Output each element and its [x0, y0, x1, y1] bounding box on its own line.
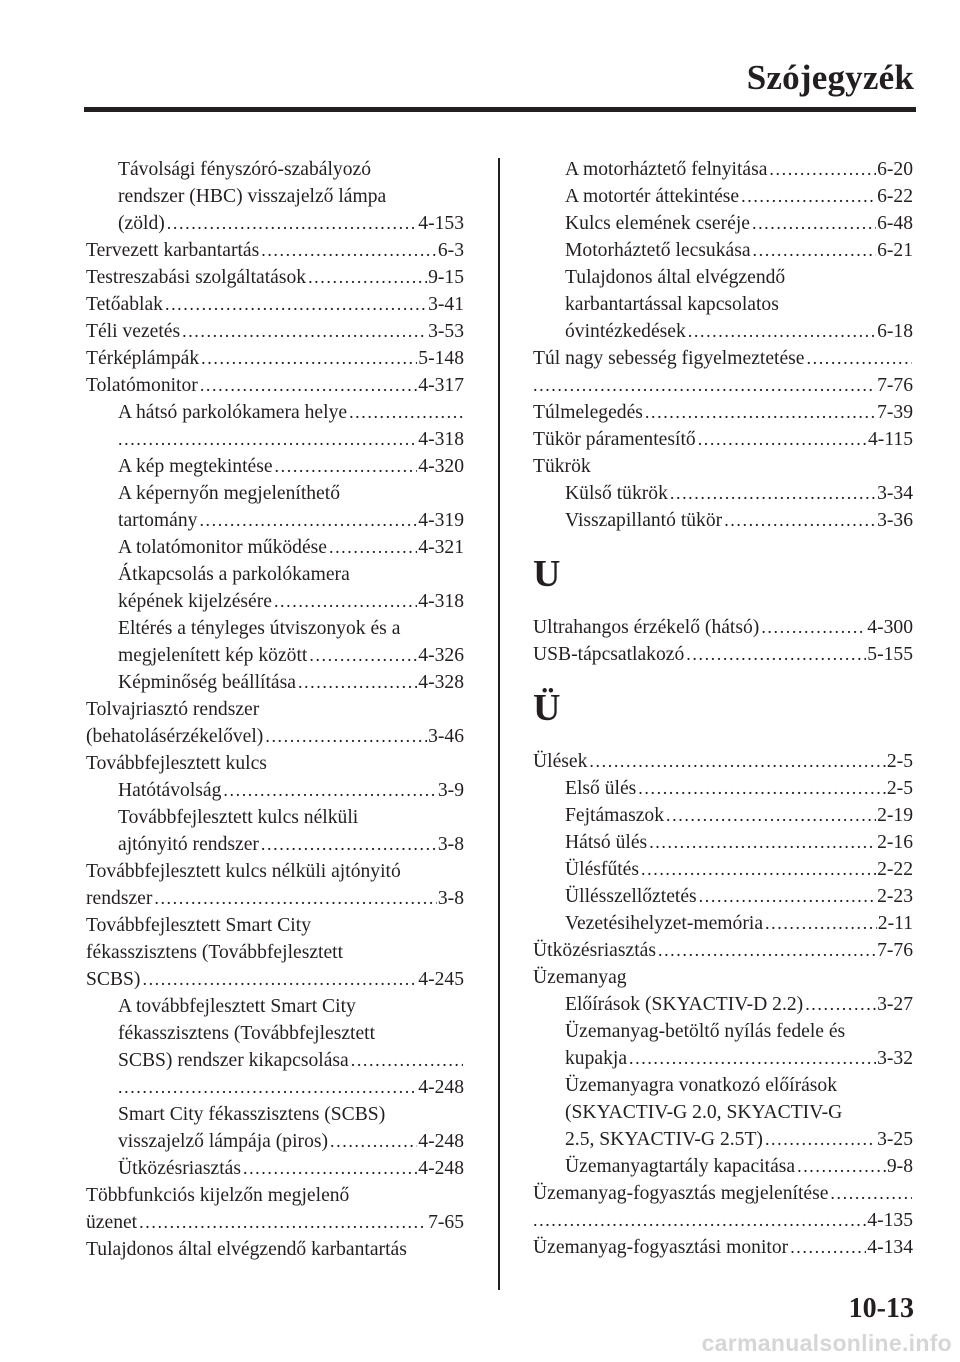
index-subentry [533, 210, 913, 237]
index-entry [86, 696, 464, 723]
dot-leader [330, 1128, 417, 1155]
dot-leader [688, 318, 876, 345]
index-entry [533, 1234, 913, 1261]
entry-text: Üzemanyagra vonatkozó előírások [565, 1075, 838, 1096]
index-entry [533, 453, 913, 480]
page-reference: 4-318 [418, 591, 464, 612]
entry-text: Tükör páramentesítő [533, 429, 696, 450]
entry-text: USB-tápcsatlakozó [533, 644, 685, 665]
entry-text: Ütközésriasztás [533, 940, 656, 961]
dot-leader [200, 372, 417, 399]
entry-text: Tetőablak [86, 294, 163, 315]
index-subentry [86, 210, 464, 237]
section-letter: U [533, 553, 561, 595]
dot-leader [765, 1126, 876, 1153]
index-entry [86, 1236, 464, 1263]
dot-leader [638, 775, 886, 802]
entry-text: Üzemanyagtartály kapacitása [565, 1156, 796, 1177]
page-reference: 7-39 [877, 402, 913, 423]
entry-text: Téli vezetés [86, 321, 181, 342]
page-reference: 2-11 [877, 913, 913, 934]
index-subentry [86, 669, 464, 696]
index-entry [86, 1209, 464, 1236]
index-entry [86, 264, 464, 291]
entry-text: A motortér áttekintése [565, 186, 740, 207]
page-reference: 4-248 [418, 1077, 464, 1098]
index-entry [533, 426, 913, 453]
page-reference: 7-76 [877, 375, 913, 396]
page-reference: 4-319 [418, 510, 464, 531]
page-reference: 3-32 [877, 1048, 913, 1069]
index-subentry [533, 1153, 913, 1180]
page-reference: 6-48 [877, 213, 913, 234]
page-reference: 6-21 [877, 240, 913, 261]
dot-leader [805, 991, 876, 1018]
entry-text: Hátsó ülés [565, 832, 648, 853]
page-reference: 3-25 [877, 1129, 913, 1150]
dot-leader [741, 183, 876, 210]
entry-text: Túl nagy sebesség figyelmeztetése [533, 348, 805, 369]
index-subentry [86, 777, 464, 804]
page-reference: 4-317 [418, 375, 464, 396]
entry-text: Üzemanyag-fogyasztási monitor [533, 1237, 789, 1258]
index-subentry [533, 1099, 913, 1126]
page-reference: 4-135 [867, 1210, 913, 1231]
column-divider [498, 158, 500, 1290]
page-reference: 4-153 [418, 213, 464, 234]
index-subentry [86, 642, 464, 669]
index-subentry [533, 991, 913, 1018]
entry-text: Többfunkciós kijelzőn megjelenő [86, 1185, 350, 1206]
page-reference: 7-65 [428, 1212, 464, 1233]
index-subentry [86, 399, 464, 426]
page-reference: 2-16 [877, 832, 913, 853]
page-reference: 4-115 [868, 429, 913, 450]
entry-text: Tolatómonitor [86, 375, 198, 396]
index-subentry [533, 802, 913, 829]
dot-leader [298, 669, 417, 696]
entry-text: visszajelző lámpája (piros) [118, 1131, 329, 1152]
page-reference: 2-23 [877, 886, 913, 907]
index-subentry [86, 1155, 464, 1182]
index-subentry [86, 1047, 464, 1074]
index-entry [533, 345, 913, 372]
entry-text: Üzemanyag-fogyasztás megjelenítése [533, 1183, 829, 1204]
dot-leader [167, 210, 417, 237]
page-reference: 2-5 [886, 751, 913, 772]
entry-text: Előírások (SKYACTIV-D 2.2) [565, 994, 804, 1015]
dot-leader [790, 1234, 866, 1261]
entry-text: Tulajdonos által elvégzendő karbantartás [86, 1239, 407, 1260]
dot-leader [139, 1209, 427, 1236]
index-entry [86, 939, 464, 966]
dot-leader [275, 453, 418, 480]
page-reference: 3-36 [877, 510, 913, 531]
dot-leader [649, 829, 876, 856]
index-subentry [86, 426, 464, 453]
entry-text: A továbbfejlesztett Smart City [118, 996, 356, 1017]
entry-text: Továbbfejlesztett Smart City [86, 915, 311, 936]
page-reference: 6-3 [437, 240, 464, 261]
dot-leader [752, 210, 876, 237]
dot-leader [533, 372, 876, 399]
index-subentry [86, 993, 464, 1020]
dot-leader [265, 723, 427, 750]
index-entry [86, 345, 464, 372]
entry-text: 2.5, SKYACTIV-G 2.5T) [565, 1129, 763, 1150]
dot-leader [670, 480, 876, 507]
entry-text: Képminőség beállítása [118, 672, 296, 693]
dot-leader [182, 318, 427, 345]
index-subentry [533, 856, 913, 883]
index-subentry [533, 480, 913, 507]
entry-text: Túlmelegedés [533, 402, 643, 423]
index-subentry [533, 156, 913, 183]
dot-leader [309, 642, 417, 669]
index-subentry [86, 804, 464, 831]
entry-text: rendszer (HBC) visszajelző lámpa [118, 186, 387, 207]
dot-leader [629, 1045, 876, 1072]
entry-text: Üzemanyag [533, 967, 627, 988]
entry-text: Testreszabási szolgáltatások [86, 267, 307, 288]
index-entry [86, 372, 464, 399]
entry-text: ajtónyitó rendszer [118, 834, 259, 855]
entry-text: Smart City fékasszisztens (SCBS) [118, 1104, 386, 1125]
index-subentry [533, 318, 913, 345]
index-subentry [533, 507, 913, 534]
dot-leader [274, 588, 417, 615]
index-entry [86, 291, 464, 318]
dot-leader [666, 802, 876, 829]
dot-leader [243, 1155, 417, 1182]
entry-text: Tolvajriasztó rendszer [86, 699, 260, 720]
page-reference: 4-248 [418, 1131, 464, 1152]
index-subentry [533, 1126, 913, 1153]
dot-leader [699, 883, 876, 910]
dot-leader [308, 264, 427, 291]
entry-text: Ülések [533, 751, 588, 772]
index-subentry [533, 237, 913, 264]
index-subentry [533, 775, 913, 802]
page-reference: 4-321 [418, 537, 464, 558]
page-reference: 4-248 [418, 1158, 464, 1179]
entry-text: rendszer [86, 888, 153, 909]
page-reference: 2-19 [877, 805, 913, 826]
dot-leader [698, 426, 867, 453]
entry-text: fékasszisztens (Továbbfejlesztett [86, 942, 344, 963]
entry-text: Vezetésihelyzet-memória [565, 913, 764, 934]
index-subentry [533, 1072, 913, 1099]
page-reference: 5-148 [418, 348, 464, 369]
entry-text: óvintézkedések [565, 321, 686, 342]
index-subentry [86, 1101, 464, 1128]
dot-leader [765, 910, 877, 937]
entry-text: Üzemanyag-betöltő nyílás fedele és [565, 1021, 846, 1042]
index-subentry [533, 1018, 913, 1045]
page-reference: 9-15 [428, 267, 464, 288]
dot-leader [797, 1153, 886, 1180]
page-reference: 3-8 [437, 888, 464, 909]
dot-leader [261, 237, 437, 264]
index-entry [533, 937, 913, 964]
page-reference: 6-22 [877, 186, 913, 207]
entry-text: Első ülés [565, 778, 637, 799]
page-reference: 9-8 [886, 1156, 913, 1177]
page-reference: 4-134 [867, 1237, 913, 1258]
page-reference: 4-326 [418, 645, 464, 666]
dot-leader [761, 614, 866, 641]
dot-leader [118, 1074, 417, 1101]
dot-leader [658, 937, 876, 964]
index-entry [86, 1182, 464, 1209]
page-reference: 6-20 [877, 159, 913, 180]
entry-text: A képernyőn megjeleníthető [118, 483, 340, 504]
index-subentry [86, 480, 464, 507]
entry-text: Fejtámaszok [565, 805, 665, 826]
index-subentry [86, 183, 464, 210]
page-reference: 4-328 [418, 672, 464, 693]
page-reference: 3-46 [428, 726, 464, 747]
page-reference: 4-300 [867, 617, 913, 638]
entry-text: Átkapcsolás a parkolókamera [118, 564, 350, 585]
index-subentry [86, 831, 464, 858]
page-reference: 3-41 [428, 294, 464, 315]
index-entry [86, 750, 464, 777]
index-column-right [533, 156, 913, 1261]
dot-leader [351, 1047, 463, 1074]
entry-text: Továbbfejlesztett kulcs nélküli ajtónyitó [86, 861, 401, 882]
entry-text: (behatolásérzékelővel) [86, 726, 264, 747]
index-entry [533, 1207, 913, 1234]
dot-leader [830, 1180, 912, 1207]
index-subentry [86, 453, 464, 480]
entry-text: Eltérés a tényleges útviszonyok és a [118, 618, 401, 639]
dot-leader [533, 1207, 866, 1234]
entry-text: Tulajdonos által elvégzendő [565, 267, 786, 288]
index-subentry [533, 291, 913, 318]
dot-leader [154, 885, 437, 912]
index-entry [86, 912, 464, 939]
index-entry [86, 723, 464, 750]
entry-text: Ütközésriasztás [118, 1158, 241, 1179]
entry-text: (zöld) [118, 213, 165, 234]
index-entry [86, 237, 464, 264]
entry-text: SCBS) [86, 969, 141, 990]
entry-text: Kulcs elemének cseréje [565, 213, 750, 234]
dot-leader [769, 156, 876, 183]
entry-text: kupakja [565, 1048, 628, 1069]
entry-text: Ultrahangos érzékelő (hátsó) [533, 617, 760, 638]
index-subentry [86, 507, 464, 534]
index-subentry [533, 829, 913, 856]
index-subentry [86, 588, 464, 615]
index-subentry [86, 1074, 464, 1101]
index-subentry [533, 910, 913, 937]
entry-text: SCBS) rendszer kikapcsolása [118, 1050, 349, 1071]
page-number: 10-13 [848, 1293, 914, 1324]
index-subentry [86, 1128, 464, 1155]
page-reference: 3-9 [437, 780, 464, 801]
index-entry [533, 399, 913, 426]
entry-text: karbantartással kapcsolatos [565, 294, 779, 315]
index-entry [86, 858, 464, 885]
entry-text: Visszapillantó tükör [565, 510, 723, 531]
dot-leader [199, 507, 417, 534]
index-subentry [533, 1045, 913, 1072]
header-rule [84, 107, 916, 112]
entry-text: Motorháztető lecsukása [565, 240, 751, 261]
page-reference: 3-34 [877, 483, 913, 504]
watermark: carmanualsonline.info [701, 1330, 952, 1356]
index-entry [533, 372, 913, 399]
dot-leader [753, 237, 877, 264]
dot-leader [686, 641, 866, 668]
dot-leader [329, 534, 417, 561]
dot-leader [201, 345, 417, 372]
index-entry [533, 748, 913, 775]
index-subentry [86, 561, 464, 588]
index-entry [533, 614, 913, 641]
index-subentry [86, 534, 464, 561]
index-entry [533, 641, 913, 668]
index-entry [86, 966, 464, 993]
index-entry [533, 964, 913, 991]
page-reference: 3-53 [428, 321, 464, 342]
entry-text: Továbbfejlesztett kulcs [86, 753, 267, 774]
entry-text: Hatótávolság [118, 780, 222, 801]
index-subentry [533, 183, 913, 210]
entry-text: tartomány [118, 510, 198, 531]
index-subentry [86, 1020, 464, 1047]
page-reference: 2-22 [877, 859, 913, 880]
page-reference: 4-320 [418, 456, 464, 477]
page-reference: 2-5 [886, 778, 913, 799]
page-reference: 5-155 [867, 644, 913, 665]
dot-leader [223, 777, 436, 804]
entry-text: A kép megtekintése [118, 456, 273, 477]
dot-leader [165, 291, 427, 318]
entry-text: Térképlámpák [86, 348, 200, 369]
page-reference: 3-27 [877, 994, 913, 1015]
dot-leader [641, 856, 876, 883]
page-reference: 4-245 [418, 969, 464, 990]
page-title: Szójegyzék [746, 58, 914, 97]
index-column-left [86, 156, 464, 1263]
entry-text: Üllésszellőztetés [565, 886, 697, 907]
entry-text: A motorháztető felnyitása [565, 159, 768, 180]
section-letter: Ü [533, 687, 561, 729]
index-entry [533, 1180, 913, 1207]
entry-text: (SKYACTIV-G 2.0, SKYACTIV-G [565, 1102, 843, 1123]
index-subentry [86, 156, 464, 183]
entry-text: Továbbfejlesztett kulcs nélküli [118, 807, 359, 828]
dot-leader [807, 345, 913, 372]
entry-text: megjelenített kép között [118, 645, 308, 666]
dot-leader [724, 507, 876, 534]
dot-leader [142, 966, 417, 993]
entry-text: Ülésfűtés [565, 859, 640, 880]
index-subentry [533, 264, 913, 291]
dot-leader [261, 831, 437, 858]
index-entry [86, 318, 464, 345]
page-reference: 4-318 [418, 429, 464, 450]
entry-text: üzenet [86, 1212, 138, 1233]
entry-text: Külső tükrök [565, 483, 668, 504]
entry-text: fékasszisztens (Továbbfejlesztett [118, 1023, 376, 1044]
entry-text: képének kijelzésére [118, 591, 272, 612]
page-reference: 6-18 [877, 321, 913, 342]
entry-text: Távolsági fényszóró-szabályozó [118, 159, 371, 180]
entry-text: A tolatómonitor működése [118, 537, 327, 558]
entry-text: Tükrök [533, 456, 591, 477]
page-reference: 3-8 [437, 834, 464, 855]
dot-leader [645, 399, 876, 426]
dot-leader [349, 399, 463, 426]
entry-text: A hátsó parkolókamera helye [118, 402, 348, 423]
dot-leader [589, 748, 885, 775]
index-entry [86, 885, 464, 912]
dot-leader [118, 426, 417, 453]
entry-text: Tervezett karbantartás [86, 240, 260, 261]
index-subentry [533, 883, 913, 910]
index-subentry [86, 615, 464, 642]
page-reference: 7-76 [877, 940, 913, 961]
